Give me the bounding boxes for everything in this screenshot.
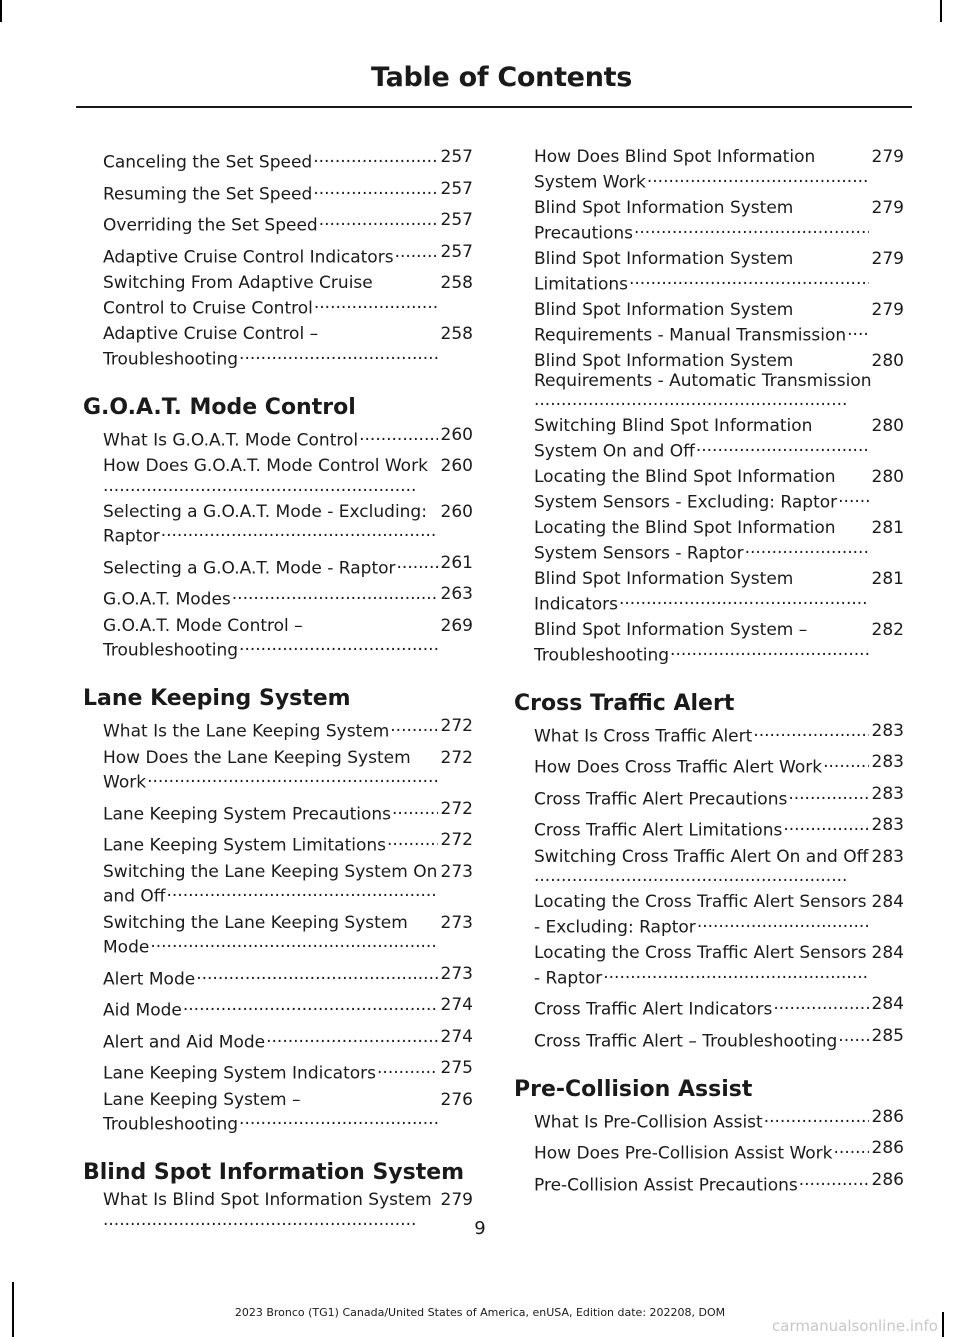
dot-leader xyxy=(319,211,438,231)
toc-entry-page: 272 xyxy=(440,747,473,768)
dot-leader xyxy=(534,391,848,411)
toc-entry-page: 275 xyxy=(440,1058,473,1078)
toc-entry-page: 257 xyxy=(440,210,473,230)
dot-leader xyxy=(359,426,437,446)
toc-entry-page: 280 xyxy=(871,467,904,487)
toc-entry-label: Locating the Cross Traffic Alert Sensors - Raptor xyxy=(534,943,867,988)
dot-leader xyxy=(823,753,868,773)
dot-leader xyxy=(847,321,868,341)
dot-leader xyxy=(239,345,438,365)
toc-entry-label: How Does Pre-Collision Assist Work xyxy=(534,1143,833,1164)
dot-leader xyxy=(788,785,868,805)
toc-entry-label: Cross Traffic Alert Limitations xyxy=(534,820,783,841)
toc-entry[interactable] xyxy=(514,301,904,346)
toc-entry-label: Blind Spot Information System – Troubleshooting xyxy=(534,620,808,665)
toc-entry-label: Selecting a G.O.A.T. Mode - Raptor xyxy=(103,558,396,578)
toc-entry[interactable] xyxy=(83,749,473,794)
toc-entry[interactable] xyxy=(514,250,904,295)
toc-entry-page: 279 xyxy=(871,300,904,320)
dot-leader xyxy=(647,168,869,188)
dot-leader xyxy=(239,1110,438,1130)
toc-section xyxy=(83,148,473,370)
toc-entry-page: 286 xyxy=(871,1169,904,1190)
toc-entry-page: 273 xyxy=(440,861,473,882)
toc-entry-label: Cross Traffic Alert Precautions xyxy=(534,789,788,809)
dot-leader xyxy=(745,539,869,559)
toc-entry[interactable] xyxy=(83,274,473,319)
dot-leader xyxy=(619,590,869,610)
toc-entry-page: 281 xyxy=(871,518,904,538)
toc-section xyxy=(514,692,904,1052)
toc-entry-label: Cross Traffic Alert – Troubleshooting xyxy=(534,1031,838,1051)
dot-leader xyxy=(103,477,417,497)
dot-leader xyxy=(196,965,437,985)
section-heading: Lane Keeping System xyxy=(83,686,351,711)
toc-entry-label: Locating the Cross Traffic Alert Sensors - Excluding: Raptor xyxy=(534,892,867,937)
toc-entry-page: 280 xyxy=(871,351,904,371)
toc-entry-label: What Is Pre-Collision Assist xyxy=(534,1112,763,1132)
toc-entry-page: 257 xyxy=(440,241,473,262)
toc-entry[interactable] xyxy=(83,1091,473,1136)
watermark: carmanualsonline.info xyxy=(772,1317,938,1335)
toc-entry-page: 269 xyxy=(440,615,473,636)
dot-leader xyxy=(753,722,868,742)
toc-entry[interactable] xyxy=(83,554,473,579)
toc-entry-page: 283 xyxy=(871,720,904,741)
toc-entry[interactable] xyxy=(83,457,473,496)
toc-entry-page: 272 xyxy=(440,798,473,819)
toc-entry[interactable] xyxy=(514,199,904,244)
toc-entry-page: 260 xyxy=(440,501,473,522)
toc-entry-label: Pre-Collision Assist Precautions xyxy=(534,1175,798,1195)
section-heading: Cross Traffic Alert xyxy=(514,690,735,716)
toc-entry-label: Switching Cross Traffic Alert On and Off xyxy=(534,846,869,867)
toc-entry[interactable] xyxy=(83,243,473,268)
toc-entry-page: 284 xyxy=(871,892,904,912)
toc-entry-page: 258 xyxy=(440,324,473,344)
dot-leader xyxy=(166,882,437,902)
toc-entry-label: Alert and Aid Mode xyxy=(103,1032,266,1052)
toc-entry-page: 283 xyxy=(871,783,904,804)
toc-entry-label: How Does G.O.A.T. Mode Control Work xyxy=(103,456,428,476)
toc-entry-label: Blind Spot Information System Precautions xyxy=(534,198,794,243)
dot-leader xyxy=(239,636,438,656)
toc-entry[interactable] xyxy=(514,753,904,778)
page-number: 9 xyxy=(474,1218,486,1239)
dot-leader xyxy=(838,488,868,508)
dot-leader xyxy=(313,180,437,200)
toc-section xyxy=(514,148,904,666)
toc-entry-label: Aid Mode xyxy=(103,1000,182,1021)
toc-entry[interactable] xyxy=(514,1108,904,1133)
toc-entry-page: 286 xyxy=(871,1138,904,1158)
toc-entry[interactable] xyxy=(514,1171,904,1196)
dot-leader xyxy=(150,933,437,953)
dot-leader xyxy=(266,1028,437,1048)
toc-entry-page: 260 xyxy=(440,456,473,476)
toc-entry[interactable] xyxy=(83,1028,473,1053)
toc-entry-label: Overriding the Set Speed xyxy=(103,215,318,236)
toc-entry-label: Blind Spot Information System Indicators xyxy=(534,569,794,614)
dot-leader xyxy=(696,437,869,457)
toc-entry-label: G.O.A.T. Modes xyxy=(103,589,231,610)
dot-leader xyxy=(387,831,438,851)
toc-entry-label: Alert Mode xyxy=(103,969,196,989)
toc-entry-page: 260 xyxy=(440,424,473,445)
toc-entry-page: 273 xyxy=(440,963,473,984)
toc-entry[interactable] xyxy=(514,848,904,887)
dot-leader xyxy=(634,219,869,239)
dot-leader xyxy=(397,554,438,574)
toc-entry[interactable] xyxy=(83,211,473,236)
toc-entry[interactable] xyxy=(83,148,473,173)
toc-entry[interactable] xyxy=(83,965,473,990)
toc-entry-label: Adaptive Cruise Control – Troubleshooting xyxy=(103,324,319,369)
toc-entry[interactable] xyxy=(83,914,473,959)
toc-entry[interactable] xyxy=(514,417,904,462)
toc-entry-page: 279 xyxy=(871,198,904,218)
toc-entry-page: 284 xyxy=(871,994,904,1014)
toc-entry-page: 279 xyxy=(871,147,904,167)
toc-entry-label: What Is the Lane Keeping System xyxy=(103,721,390,742)
crop-mark-top-right xyxy=(940,0,942,22)
toc-entry[interactable] xyxy=(514,944,904,989)
footer-edition-text: 2023 Bronco (TG1) Canada/United States of America, enUSA, Edition date: 202208, DOM xyxy=(234,1306,726,1319)
section-heading: Blind Spot Information System xyxy=(83,1160,465,1185)
dot-leader xyxy=(377,1059,438,1079)
toc-entry-label: Switching the Lane Keeping System On and Off xyxy=(103,861,438,907)
toc-entry[interactable] xyxy=(83,503,473,548)
toc-entry-page: 286 xyxy=(871,1106,904,1127)
toc-entry-label: How Does the Lane Keeping System Work xyxy=(103,747,411,793)
toc-entry[interactable] xyxy=(514,148,904,193)
toc-entry-label: What Is G.O.A.T. Mode Control xyxy=(103,430,359,450)
toc-entry-label: Switching the Lane Keeping System Mode xyxy=(103,912,408,958)
toc-left-column xyxy=(83,148,473,1237)
toc-entry-page: 283 xyxy=(871,752,904,772)
dot-leader xyxy=(764,1108,869,1128)
toc-entry[interactable] xyxy=(83,325,473,370)
dot-leader xyxy=(799,1171,869,1191)
dot-leader xyxy=(313,148,437,168)
toc-entry-page: 281 xyxy=(871,569,904,589)
toc-entry-label: Lane Keeping System Limitations xyxy=(103,835,387,856)
toc-entry-page: 284 xyxy=(871,943,904,963)
toc-entry-label: Switching Blind Spot Information System On and Off xyxy=(534,416,813,461)
toc-entry[interactable] xyxy=(514,519,904,564)
dot-leader xyxy=(314,294,438,314)
toc-entry-label: Lane Keeping System – Troubleshooting xyxy=(103,1089,301,1135)
dot-leader xyxy=(783,816,868,836)
toc-entry-page: 257 xyxy=(440,178,473,199)
toc-entry[interactable] xyxy=(83,831,473,856)
toc-entry-label: Resuming the Set Speed xyxy=(103,184,313,204)
dot-leader xyxy=(534,867,848,887)
dot-leader xyxy=(838,1027,868,1047)
toc-entry[interactable] xyxy=(514,1139,904,1164)
header-rule xyxy=(76,106,912,108)
toc-entry-page: 282 xyxy=(871,620,904,640)
dot-leader xyxy=(161,522,438,542)
toc-entry-page: 272 xyxy=(440,716,473,736)
toc-entry[interactable] xyxy=(83,180,473,205)
toc-entry-page: 279 xyxy=(440,1190,473,1210)
toc-entry-label: What Is Blind Spot Information System xyxy=(103,1190,432,1210)
dot-leader xyxy=(697,913,869,933)
toc-entry[interactable] xyxy=(514,785,904,810)
toc-right-column xyxy=(514,148,904,1202)
toc-entry-label: Canceling the Set Speed xyxy=(103,152,313,173)
toc-entry-page: 263 xyxy=(440,584,473,604)
toc-entry[interactable] xyxy=(514,621,904,666)
toc-entry[interactable] xyxy=(83,617,473,662)
toc-entry-label: Lane Keeping System Indicators xyxy=(103,1063,377,1084)
dot-leader xyxy=(390,717,437,737)
dot-leader xyxy=(773,995,868,1015)
toc-entry[interactable] xyxy=(514,816,904,841)
toc-entry[interactable] xyxy=(83,863,473,908)
toc-entry-page: 276 xyxy=(440,1089,473,1110)
toc-entry[interactable] xyxy=(83,717,473,742)
dot-leader xyxy=(834,1139,869,1159)
toc-entry[interactable] xyxy=(514,995,904,1020)
toc-entry-page: 283 xyxy=(871,815,904,835)
dot-leader xyxy=(603,964,868,984)
toc-entry[interactable] xyxy=(514,468,904,513)
toc-entry-label: Cross Traffic Alert Indicators xyxy=(534,999,773,1020)
toc-entry-label: Locating the Blind Spot Information System Sensors - Excluding: Raptor xyxy=(534,467,838,512)
toc-entry-label: G.O.A.T. Mode Control – Troubleshooting xyxy=(103,615,303,661)
toc-section xyxy=(83,687,473,1135)
toc-entry-page: 272 xyxy=(440,830,473,850)
section-heading: G.O.A.T. Mode Control xyxy=(83,394,356,420)
toc-entry-label: Blind Spot Information System Limitations xyxy=(534,249,794,294)
toc-entry[interactable] xyxy=(514,1027,904,1052)
toc-entry-label: Blind Spot Information System Requirements - Automatic Transmission xyxy=(534,351,872,391)
toc-entry[interactable] xyxy=(83,996,473,1021)
toc-entry-label: Selecting a G.O.A.T. Mode - Excluding: Raptor xyxy=(103,501,427,547)
dot-leader xyxy=(629,270,869,290)
toc-entry-page: 285 xyxy=(871,1025,904,1046)
toc-entry-page: 273 xyxy=(440,912,473,933)
page-title: Table of Contents xyxy=(370,62,632,93)
toc-entry[interactable] xyxy=(514,570,904,615)
toc-entry-label: Locating the Blind Spot Information System Sensors - Raptor xyxy=(534,518,836,563)
toc-entry-page: 283 xyxy=(871,846,904,867)
crop-mark-top-left xyxy=(0,0,2,22)
toc-section xyxy=(514,1078,904,1196)
toc-entry[interactable] xyxy=(83,585,473,610)
toc-entry-page: 257 xyxy=(440,147,473,167)
toc-entry[interactable] xyxy=(83,800,473,825)
toc-entry-page: 258 xyxy=(440,273,473,293)
toc-entry-label: What Is Cross Traffic Alert xyxy=(534,726,753,746)
dot-leader xyxy=(392,800,438,820)
dot-leader xyxy=(183,996,438,1016)
toc-entry[interactable] xyxy=(514,352,904,411)
toc-entry[interactable] xyxy=(83,426,473,451)
toc-entry-page: 279 xyxy=(871,249,904,269)
section-heading: Pre-Collision Assist xyxy=(514,1076,753,1102)
toc-entry-label: How Does Cross Traffic Alert Work xyxy=(534,757,823,778)
toc-section xyxy=(83,396,473,662)
dot-leader xyxy=(395,243,438,263)
toc-entry-label: Switching From Adaptive Cruise Control to Cruise Control xyxy=(103,273,373,318)
toc-entry-label: Blind Spot Information System Requirements - Manual Transmission xyxy=(534,300,847,345)
toc-entry-page: 261 xyxy=(440,552,473,573)
toc-entry-label: Lane Keeping System Precautions xyxy=(103,804,392,824)
toc-entry-page: 274 xyxy=(440,1026,473,1047)
toc-entry-label: How Does Blind Spot Information System Work xyxy=(534,147,816,192)
dot-leader xyxy=(232,585,438,605)
toc-entry[interactable] xyxy=(514,893,904,938)
toc-entry[interactable] xyxy=(514,722,904,747)
toc-entry-label: Adaptive Cruise Control Indicators xyxy=(103,247,394,267)
dot-leader xyxy=(147,768,437,788)
dot-leader xyxy=(670,641,869,661)
toc-entry-page: 274 xyxy=(440,995,473,1015)
toc-entry-page: 280 xyxy=(871,416,904,436)
toc-entry[interactable] xyxy=(83,1059,473,1084)
